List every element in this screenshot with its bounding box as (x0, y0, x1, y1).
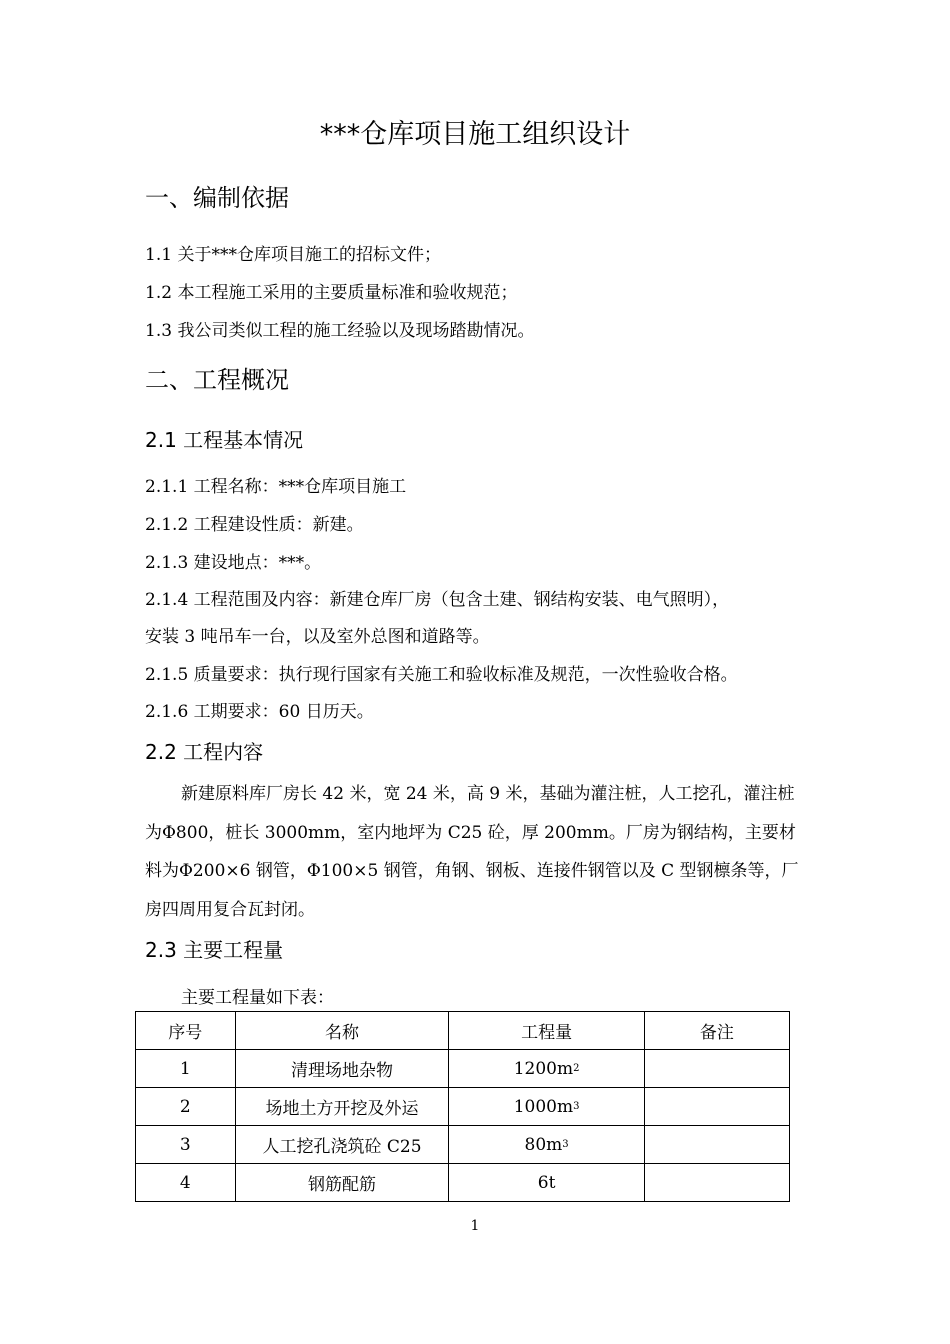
cell-qty (449, 1164, 644, 1202)
qty-value: 1000m (513, 1096, 574, 1117)
header-cell: 备注 (644, 1012, 789, 1050)
table-row (136, 1050, 790, 1088)
table-row (136, 1126, 790, 1164)
cell-no: 2 (136, 1088, 236, 1126)
cell-note (644, 1126, 789, 1164)
quantities-table (135, 1011, 790, 1202)
basic-info-item: 2.1.3 建设地点：***。 (145, 553, 322, 573)
cell-name: 钢筋配筋 (235, 1164, 449, 1202)
table-intro: 主要工程量如下表： (181, 988, 334, 1008)
basic-info-item: 2.1.6 工期要求：60 日历天。 (145, 702, 374, 722)
cell-qty (449, 1050, 644, 1088)
cell-no: 1 (136, 1050, 236, 1088)
section-heading-overview: 二、工程概况 (145, 366, 289, 394)
subsection-heading-content: 2.2 工程内容 (145, 740, 264, 764)
qty-value: 1200m (513, 1058, 574, 1079)
basis-item-2: 1.2 本工程施工采用的主要质量标准和验收规范； (145, 283, 518, 303)
cell-no: 4 (136, 1164, 236, 1202)
subsection-heading-basic-info: 2.1 工程基本情况 (145, 428, 304, 452)
basic-info-item: 2.1.5 质量要求：执行现行国家有关施工和验收标准及规范，一次性验收合格。 (145, 665, 738, 685)
cell-note (644, 1164, 789, 1202)
cell-note (644, 1088, 789, 1126)
header-cell: 名称 (235, 1012, 449, 1050)
basic-info-item: 2.1.2 工程建设性质：新建。 (145, 515, 364, 535)
basis-item-3: 1.3 我公司类似工程的施工经验以及现场踏勘情况。 (145, 321, 535, 341)
qty-unit-exponent: 2 (573, 1062, 580, 1074)
qty-value: 80m (524, 1134, 563, 1155)
table-row (136, 1088, 790, 1126)
header-cell: 序号 (136, 1012, 236, 1050)
cell-name: 清理场地杂物 (235, 1050, 449, 1088)
qty-unit-exponent: 3 (562, 1138, 569, 1150)
document-title: ***仓库项目施工组织设计 (319, 119, 631, 150)
page-number: 1 (470, 1218, 480, 1234)
content-paragraph: 新建原料库厂房长 42 米，宽 24 米，高 9 米，基础为灌注桩，人工挖孔，灌注桩为Φ800，桩长 3000mm，室内地坪为 C25 砼，厚 200mm。厂房为钢结构，主要材料为Φ200×6 钢管，Φ100×5 钢管，角钢、钢板、连接件钢管以及 C 型钢檩条等，厂房四周用复合瓦封闭。 (145, 784, 799, 920)
basic-info-item: 2.1.4 工程范围及内容：新建仓库厂房（包含土建、钢结构安装、电气照明）， (145, 590, 730, 610)
cell-qty (449, 1088, 644, 1126)
basic-info-item: 2.1.1 工程名称：***仓库项目施工 (145, 477, 407, 497)
basis-item-1: 1.1 关于***仓库项目施工的招标文件； (145, 245, 441, 265)
qty-unit-exponent: 3 (573, 1100, 580, 1112)
subsection-heading-quantities: 2.3 主要工程量 (145, 938, 284, 962)
qty-value: 6t (537, 1172, 556, 1193)
cell-qty (449, 1126, 644, 1164)
cell-name: 人工挖孔浇筑砼 C25 (235, 1126, 449, 1164)
basic-info-item: 安装 3 吨吊车一台，以及室外总图和道路等。 (145, 627, 490, 647)
cell-name: 场地土方开挖及外运 (235, 1088, 449, 1126)
table-header-row (136, 1012, 790, 1050)
cell-note (644, 1050, 789, 1088)
cell-no: 3 (136, 1126, 236, 1164)
header-cell: 工程量 (449, 1012, 644, 1050)
table-row (136, 1164, 790, 1202)
section-heading-basis: 一、编制依据 (145, 184, 289, 212)
